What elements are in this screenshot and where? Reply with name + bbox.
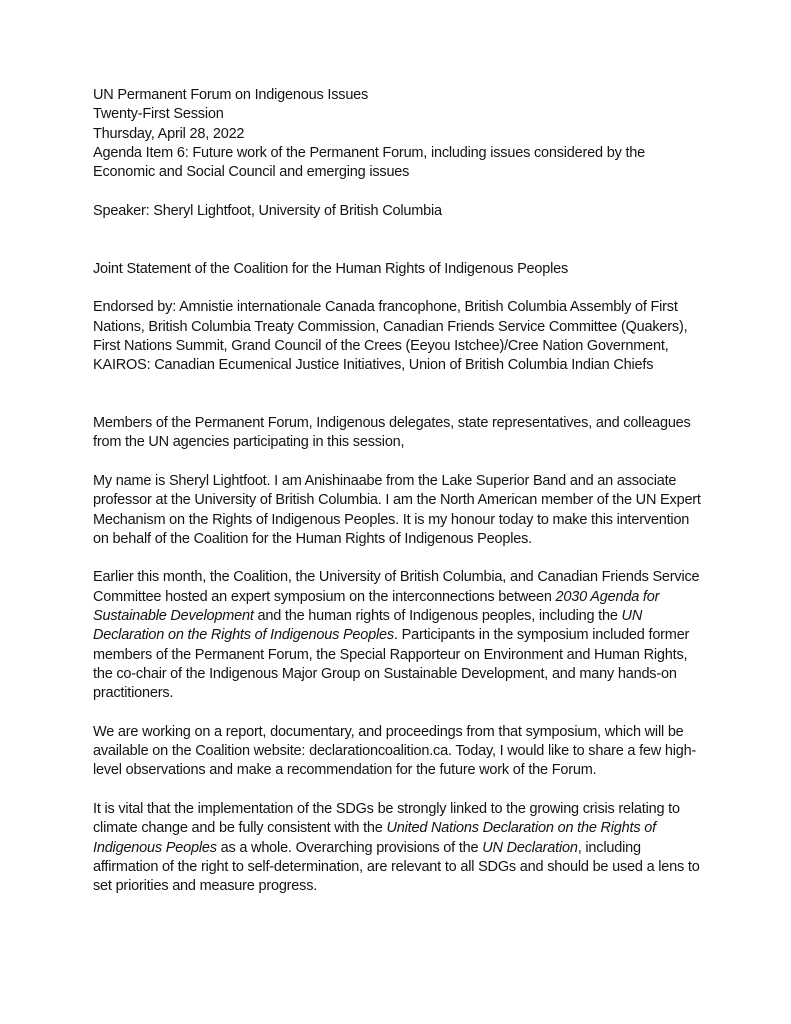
italic-text-run: 2030 Agenda for Sustainable Development	[93, 588, 660, 625]
text-run: as a whole. Overarching provisions of the	[216, 839, 483, 856]
header-line-date: Thursday, April 28, 2022	[93, 125, 245, 142]
text-run: , including affirmation of the right to self-determination, are relevant to all SDGs and should be used a lens to set priorities and measure progress.	[93, 839, 700, 895]
header-line-forum: UN Permanent Forum on Indigenous Issues	[93, 87, 369, 103]
header-line-session: Twenty-First Session	[93, 106, 224, 123]
text-run: and the human rights of Indigenous peoples, including the	[253, 608, 622, 625]
document-header	[93, 86, 702, 182]
text-run: Earlier this month, the Coalition, the University of British Columbia, and Canadian Friends Service Committee hosted an expert symposium on the interconnections between	[93, 569, 700, 605]
text-run: My name is Sheryl Lightfoot. I am Anishinaabe from the Lake Superior Band and an associate professor at the University of British Columbia. I am the North American member of the UN Expert Mechanism on the Rights of Indigenous Peoples. It is my honour today to make this intervention on behalf of the Coalition for the Human Rights of Indigenous Peoples.	[93, 472, 701, 547]
header-line-agenda-item: Agenda Item 6: Future work of the Permanent Forum, including issues considered by the Economic and Social Council and emerging issues	[93, 144, 646, 181]
paragraph-salutation	[93, 414, 702, 453]
text-run: . Participants in the symposium included former members of the Permanent Forum, the Special Rapporteur on Environment and Human Rights, the co-chair of the Indigenous Major Group on Sustainable Development, and many hands-on practitioners.	[93, 627, 690, 702]
italic-text-run: UN Declaration on the Rights of Indigenous Peoples	[93, 608, 643, 644]
italic-text-run: United Nations Declaration on the Rights of Indigenous Peoples	[93, 820, 656, 856]
endorsements-paragraph: Endorsed by: Amnistie internationale Canada francophone, British Columbia Assembly of First Nations, British Columbia Treaty Commission, Canadian Friends Service Committee (Quakers), First Nations Summit, Grand Council of the Crees (Eeyou Istchee)/Cree Nation Government, KAIROS: Canadian Ecumenical Justice Initiatives, Union of British Columbia Indian Chiefs	[93, 299, 688, 374]
italic-text-run: UN Declaration	[482, 839, 578, 856]
text-run: It is vital that the implementation of the SDGs be strongly linked to the growing crisis relating to climate change and be fully consistent with the	[93, 800, 680, 837]
text-run: We are working on a report, documentary, and proceedings from that symposium, which will be available on the Coalition website: declarationcoalition.ca. Today, I would like to share a few high-level observations and make a recommendation for the future work of the Forum.	[93, 723, 697, 779]
statement-title: Joint Statement of the Coalition for the Human Rights of Indigenous Peoples	[93, 260, 569, 277]
paragraph-sdg-linkage	[93, 800, 702, 896]
paragraph-symposium	[93, 568, 702, 703]
paragraph-introduction	[93, 472, 702, 549]
speaker-line: Speaker: Sheryl Lightfoot, University of British Columbia	[93, 202, 442, 219]
document-body	[93, 86, 702, 916]
text-run: Members of the Permanent Forum, Indigenous delegates, state representatives, and colleagues from the UN agencies participating in this session,	[93, 415, 691, 451]
paragraph-report	[93, 723, 702, 781]
